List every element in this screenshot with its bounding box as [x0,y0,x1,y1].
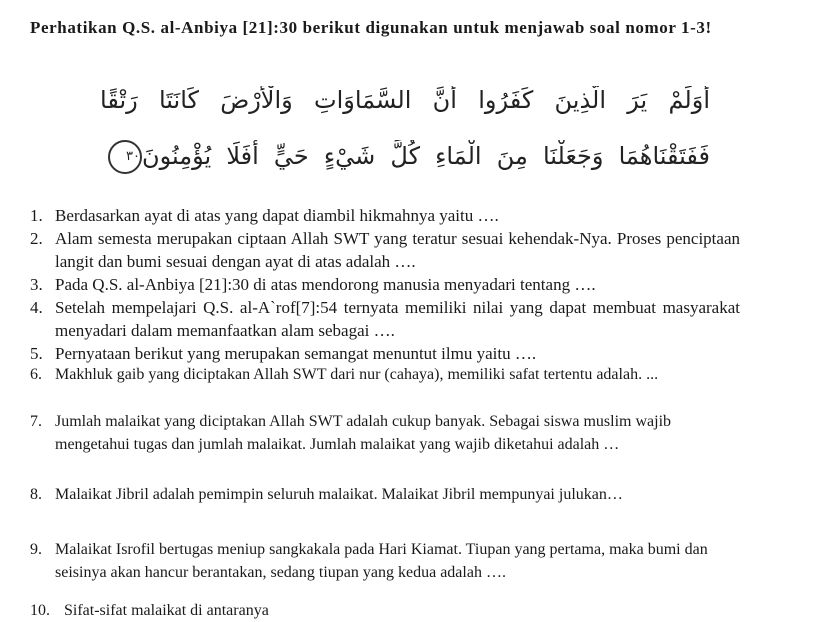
question-3 [30,273,730,296]
question-number: 8. [30,486,42,503]
question-text: Berdasarkan ayat di atas yang dapat diambil hikmahnya yaitu …. [55,206,499,225]
question-1 [30,204,730,227]
quran-verse-line-1: أَوَلَمْ يَرَ الَّذِينَ كَفَرُوا أَنَّ السَّمَاوَاتِ وَالْأَرْضَ كَانَتَا رَتْقًا [100,86,710,114]
instruction-heading: Perhatikan Q.S. al-Anbiya [21]:30 berikut digunakan untuk menjawab soal nomor 1-3! [30,18,712,37]
question-9 [30,538,710,584]
question-number: 2. [30,229,43,248]
quran-verse-line-2 [100,140,710,184]
question-number: 1. [30,206,43,225]
question-text: Pada Q.S. al-Anbiya [21]:30 di atas mendorong manusia menyadari tentang …. [55,275,596,294]
question-text: Pernyataan berikut yang merupakan semangat menuntut ilmu yaitu …. [55,344,537,363]
question-number: 7. [30,413,42,430]
question-7 [30,410,690,456]
question-text: Jumlah malaikat yang diciptakan Allah SWT adalah cukup banyak. Sebagai siswa muslim wajib mengetahui tugas dan jumlah malaikat. Jumlah malaikat yang wajib diketahui adalah … [55,413,672,453]
question-10 [30,599,730,622]
question-5 [30,342,730,365]
question-text: Malaikat Isrofil bertugas meniup sangkakala pada Hari Kiamat. Tiupan yang pertama, maka bumi dan seisinya akan hancur berantakan, sedang tiupan yang kedua adalah …. [55,541,708,581]
question-8 [30,483,740,506]
question-number: 6. [30,366,42,383]
question-text: Setelah mempelajari Q.S. al-A`rof[7]:54 ternyata memiliki nilai yang dapat membuat masyarakat menyadari dalam memanfaatkan alam sebagai …. [55,298,740,340]
question-number: 5. [30,344,43,363]
question-number: 10. [30,602,50,619]
question-number: 3. [30,275,43,294]
quran-verse-line-2-text: فَفَتَقْنَاهُمَا وَجَعَلْنَا مِنَ الْمَاءِ كُلَّ شَيْءٍ حَيٍّ أَفَلَا يُؤْمِنُونَ [142,142,710,170]
question-text: Malaikat Jibril adalah pemimpin seluruh malaikat. Malaikat Jibril mempunyai julukan… [55,486,623,503]
question-6 [30,363,710,386]
question-4 [30,296,740,342]
ayah-number-marker: ٣٠ [108,140,142,174]
question-text: Makhluk gaib yang diciptakan Allah SWT dari nur (cahaya), memiliki safat tertentu adalah. ... [55,366,659,383]
question-text: Sifat-sifat malaikat di antaranya [64,602,269,619]
question-number: 4. [30,298,43,317]
question-2 [30,227,740,273]
question-text: Alam semesta merupakan ciptaan Allah SWT yang teratur sesuai kehendak-Nya. Proses penciptaan langit dan bumi sesuai dengan ayat di atas adalah …. [55,229,740,271]
question-number: 9. [30,541,42,558]
